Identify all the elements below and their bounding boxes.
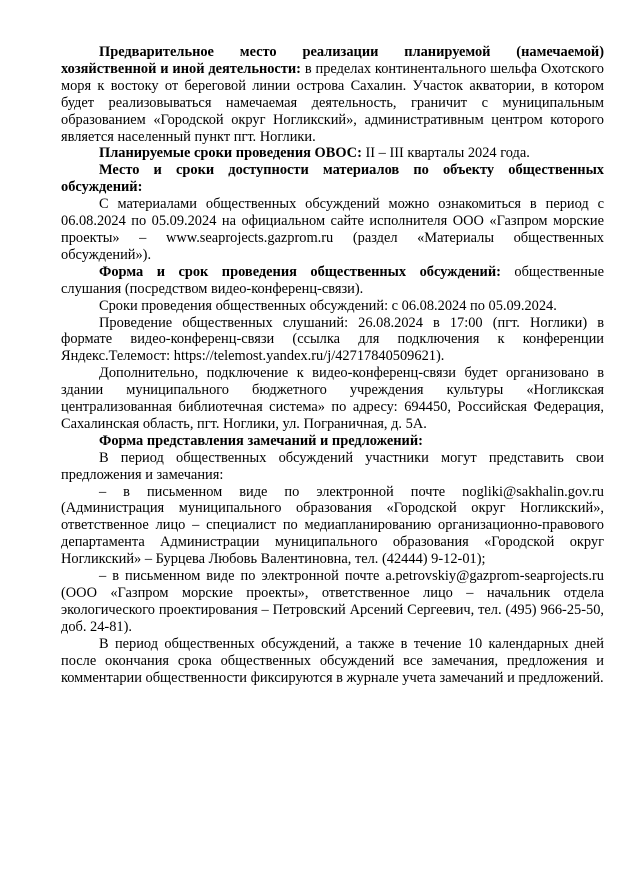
comments-intro-paragraph: В период общественных обсуждений участники могут представить свои предложения и замечания: — [61, 449, 604, 483]
email-option-1-paragraph: – в письменном виде по электронной почте nogliki@sakhalin.gov.ru (Администрация муниципального образования «Городской округ Ногликский», ответственное лицо – специалист по медиапланированию организационно-правового департамента Администрации муниципального образования «Городской округ Ногликский» – Бурцева Любовь Валентиновна, тел. (42444) 9-12-01); — [61, 483, 604, 568]
email-option-2-paragraph: – в письменном виде по электронной почте a.petrovskiy@gazprom-seaprojects.ru (ООО «Газпром морские проекты», ответственное лицо – начальник отдела экологического проектирования – Петровский Арсений Сергеевич, тел. (495) 966-25-50, доб. 24-81). — [61, 568, 604, 635]
materials-heading-paragraph — [61, 162, 604, 196]
discussion-form-paragraph — [61, 264, 604, 298]
ovos-terms-text: II – III кварталы 2024 года. — [361, 145, 530, 162]
location-text: в пределах континентального шельфа Охотского моря к востоку от береговой линии острова Сахалин. Участок акватории, в котором будет реализовываться намечаемая деятельность, граничит с муниципальным образованием «Городской округ Ногликский», административным центром которого является населенный пункт пгт. Ноглики. — [61, 60, 604, 145]
discussion-dates-paragraph: Сроки проведения общественных обсуждений: с 06.08.2024 по 05.09.2024. — [99, 297, 557, 314]
hearing-paragraph: Проведение общественных слушаний: 26.08.2024 в 17:00 (пгт. Ноглики) в формате видео-конференц-связи (ссылка для подключения к конференции Яндекс.Телемост: https://telemost.yandex.ru/j/42717840509621). — [61, 314, 604, 365]
additional-connection-paragraph: Дополнительно, подключение к видео-конференц-связи будет организовано в здании муниципального бюджетного учреждения культуры «Ногликская централизованная библиотечная система» по адресу: 694450, Российская Федерация, Сахалинская область, пгт. Ноглики, ул. Пограничная, д. 5А. — [61, 365, 604, 432]
materials-heading: Место и сроки доступности материалов по объекту общественных обсуждений: — [61, 162, 604, 196]
ovos-terms-heading: Планируемые сроки проведения ОВОС: — [99, 145, 362, 162]
ovos-terms-paragraph — [61, 145, 604, 162]
materials-paragraph: С материалами общественных обсуждений можно ознакомиться в период с 06.08.2024 по 05.09.2024 на официальном сайте исполнителя ООО «Газпром морские проекты» – www.seaprojects.gazprom.ru (раздел «Материалы общественных обсуждений»). — [61, 196, 604, 263]
comments-heading: Форма представления замечаний и предложений: — [99, 432, 423, 449]
discussion-form-text: общественные слушания (посредством видео-конференц-связи). — [61, 263, 604, 297]
location-paragraph — [61, 44, 604, 145]
comments-heading-paragraph — [61, 433, 604, 450]
discussion-form-heading: Форма и срок проведения общественных обсуждений: — [99, 263, 501, 280]
document-body — [61, 44, 604, 686]
location-heading: Предварительное место реализации планируемой (намечаемой) хозяйственной и иной деятельности: — [61, 44, 604, 77]
journal-paragraph: В период общественных обсуждений, а также в течение 10 календарных дней после окончания срока общественных обсуждений все замечания, предложения и комментарии общественности фиксируются в журнале учета замечаний и предложений. — [61, 635, 604, 686]
